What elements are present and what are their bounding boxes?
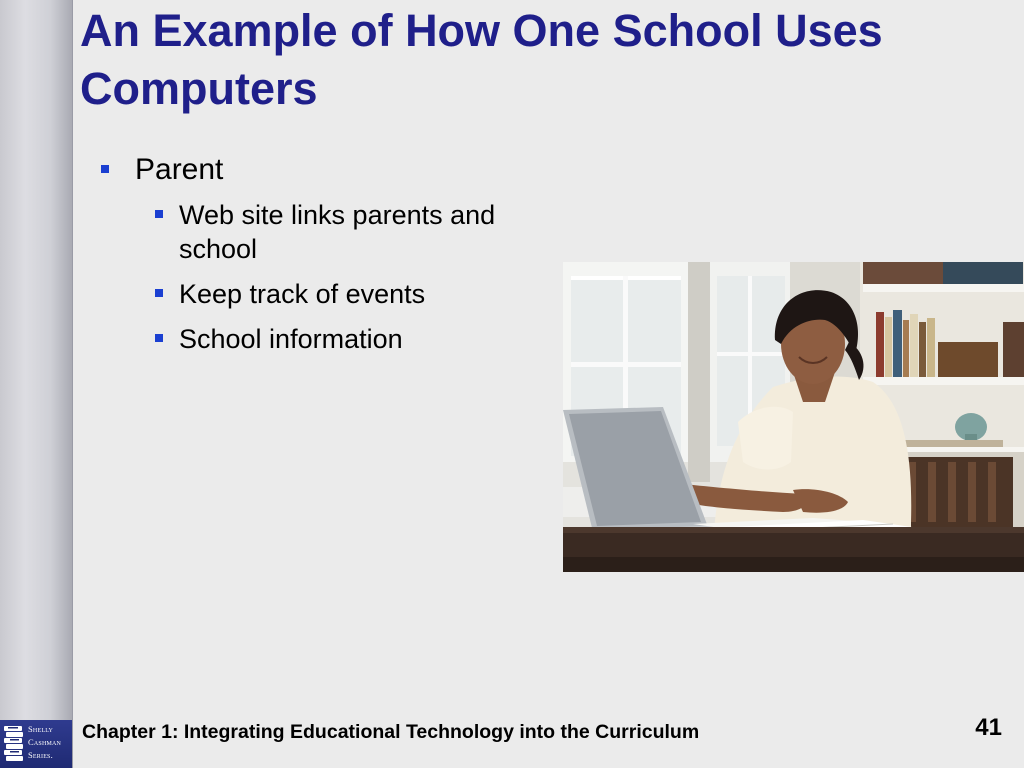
slide-title: An Example of How One School Uses Computers (80, 5, 883, 114)
sub-bullet-web-site (135, 198, 538, 266)
books-icon (3, 724, 25, 764)
sub-bullet-text: Keep track of events (179, 279, 426, 309)
square-bullet-icon (155, 334, 163, 342)
square-bullet-icon (155, 210, 163, 218)
left-sidebar (0, 0, 73, 768)
logo-line-2: Cashman (28, 737, 62, 747)
sub-bullet-text: School information (179, 324, 403, 354)
bullet-parent (98, 150, 538, 356)
square-bullet-icon (155, 289, 163, 297)
bullet-list (98, 150, 538, 367)
sub-bullet-info (135, 322, 538, 356)
woman-using-laptop-photo (563, 262, 1024, 572)
shelly-cashman-logo (0, 720, 72, 768)
page-number: 41 (975, 714, 1002, 741)
sub-bullet-list (135, 198, 538, 356)
chapter-footer: Chapter 1: Integrating Educational Technology into the Curriculum (82, 721, 700, 743)
logo-line-3: Series. (28, 750, 53, 760)
logo-line-1: Shelly (28, 724, 53, 734)
sub-bullet-events (135, 277, 538, 311)
square-bullet-icon (101, 165, 109, 173)
sub-bullet-text: Web site links parents and school (179, 200, 496, 264)
bullet-text: Parent (135, 153, 224, 186)
logo-text (28, 723, 70, 762)
